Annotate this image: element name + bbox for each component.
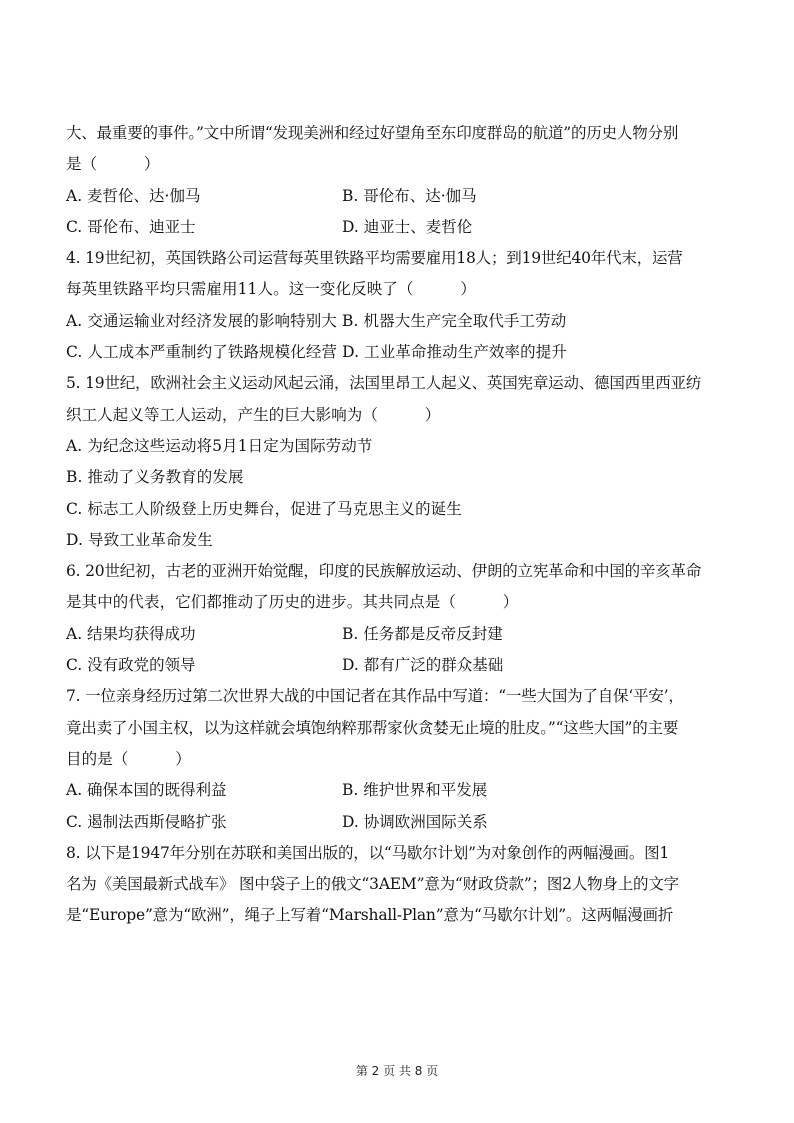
- q5-option-d: D. 导致工业革命发生: [66, 530, 213, 549]
- q8-stem-line-3: 是“Europe”意为“欧洲”，绳子上写着“Marshall-Plan”意为“马歇尔计划”。这两幅漫画折: [66, 906, 674, 925]
- q7-stem-line-3: 目的是（ ）: [66, 749, 191, 768]
- q5-option-a: A. 为纪念这些运动将5月1日定为国际劳动节: [66, 436, 373, 455]
- q6-option-d: D. 都有广泛的群众基础: [342, 656, 504, 675]
- q6-option-c: C. 没有政党的领导: [66, 656, 196, 675]
- q7-option-d: D. 协调欧洲国际关系: [342, 812, 488, 831]
- q5-option-c: C. 标志工人阶级登上历史舞台，促进了马克思主义的诞生: [66, 499, 462, 518]
- q7-option-a: A. 确保本国的既得利益: [66, 781, 227, 800]
- q7-option-c: C. 遏制法西斯侵略扩张: [66, 812, 227, 831]
- q7-stem-line-2: 竟出卖了小国主权，以为这样就会填饱纳粹那帮家伙贪婪无止境的肚皮。”“这些大国”的主要: [66, 718, 679, 737]
- q5-stem-line-2: 织工人起义等工人运动，产生的巨大影响为（ ）: [66, 405, 441, 424]
- q3-stem-line-1: 大、最重要的事件。”文中所谓“发现美洲和经过好望角至东印度群岛的航道”的历史人物分别: [66, 124, 679, 142]
- q6-stem-line-2: 是其中的代表，它们都推动了历史的进步。其共同点是（ ）: [66, 593, 519, 612]
- q4-options-ab: A. 交通运输业对经济发展的影响特别大 B. 机器大生产完全取代手工劳动: [66, 311, 567, 330]
- q7-stem-line-1: 7. 一位亲身经历过第二次世界大战的中国记者在其作品中写道：“一些大国为了自保‘平安’，: [66, 687, 684, 706]
- question-content: [66, 118, 736, 932]
- q3-option-c: C. 哥伦布、迪亚士: [66, 217, 196, 236]
- q8-stem-line-1: 8. 以下是1947年分别在苏联和美国出版的，以“马歇尔计划”为对象创作的两幅漫画。图1: [66, 843, 670, 862]
- q5-option-b: B. 推动了义务教育的发展: [66, 468, 244, 487]
- q3-option-b: B. 哥伦布、达·伽马: [342, 186, 477, 205]
- q3-options-row-2: [66, 212, 736, 243]
- q8-stem-line-2: 名为《美国最新式战车》 图中袋子上的俄文“3AEM”意为“财政贷款”；图2人物身上的文字: [66, 875, 679, 894]
- q6-options-row-1: [66, 619, 736, 650]
- q7-option-b: B. 维护世界和平发展: [342, 781, 488, 800]
- q4-stem-line-1: 4. 19世纪初，英国铁路公司运营每英里铁路平均需要雇用18人；到19世纪40年代末，运营: [66, 249, 683, 268]
- page-number-footer: 第 2 页 共 8 页: [355, 1064, 439, 1078]
- q7-options-row-2: [66, 807, 736, 838]
- q3-option-d: D. 迪亚士、麦哲伦: [342, 217, 473, 236]
- q4-options-cd: C. 人工成本严重制约了铁路规模化经营 D. 工业革命推动生产效率的提升: [66, 343, 567, 362]
- q6-option-a: A. 结果均获得成功: [66, 624, 196, 643]
- q6-options-row-2: [66, 650, 736, 681]
- q7-options-row-1: [66, 775, 736, 806]
- q6-stem-line-1: 6. 20世纪初，古老的亚洲开始觉醒，印度的民族解放运动、伊朗的立宪革命和中国的辛亥革命: [66, 562, 702, 581]
- q5-stem-line-1: 5. 19世纪，欧洲社会主义运动风起云涌，法国里昂工人起义、英国宪章运动、德国西里西亚纺: [66, 374, 702, 393]
- q3-options-row-1: [66, 181, 736, 212]
- q6-option-b: B. 任务都是反帝反封建: [342, 624, 503, 643]
- q3-option-a: A. 麦哲伦、达·伽马: [66, 186, 201, 205]
- q3-stem-line-2: 是（ ）: [66, 155, 160, 174]
- q4-stem-line-2: 每英里铁路平均只需雇用11人。这一变化反映了（ ）: [66, 280, 476, 299]
